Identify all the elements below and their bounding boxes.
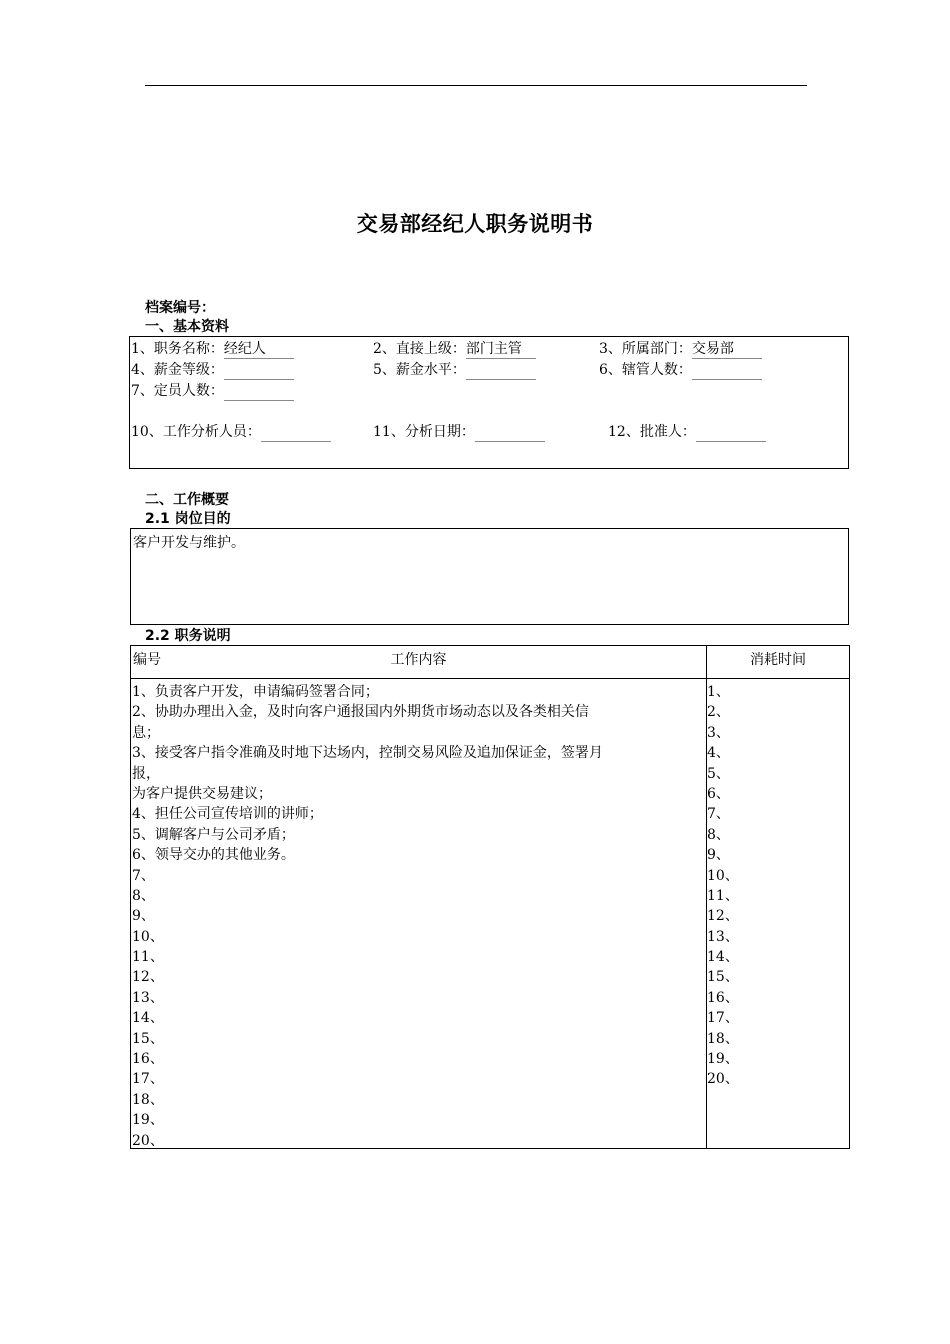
field-salary-level bbox=[373, 360, 536, 380]
content-line: 19、 bbox=[132, 1112, 164, 1129]
content-line: 17、 bbox=[132, 1071, 164, 1088]
document-title: 交易部经纪人职务说明书 bbox=[356, 212, 594, 236]
content-line: 为客户提供交易建议； bbox=[132, 785, 272, 802]
content-line: 16、 bbox=[132, 1051, 164, 1068]
duties-heading: 2.2 职务说明 bbox=[145, 628, 231, 644]
time-line: 11、 bbox=[707, 887, 739, 904]
header-time: 消耗时间 bbox=[750, 652, 806, 668]
content-line: 5、调解客户与公司矛盾； bbox=[132, 826, 295, 843]
content-line: 2、协助办理出入金，及时向客户通报国内外期货市场动态以及各类相关信 bbox=[132, 704, 589, 721]
time-line: 17、 bbox=[707, 1010, 739, 1027]
time-line: 18、 bbox=[707, 1030, 739, 1047]
field-value: 交易部 bbox=[692, 340, 762, 359]
field-label: 1、职务名称： bbox=[131, 341, 224, 357]
section1-heading: 一、基本资料 bbox=[145, 319, 229, 335]
time-line: 9、 bbox=[707, 847, 730, 864]
field-label: 3、所属部门： bbox=[599, 341, 692, 357]
time-line: 16、 bbox=[707, 989, 739, 1006]
content-line: 3、接受客户指令准确及时地下达场内，控制交易风险及追加保证金，签署月 bbox=[132, 745, 603, 762]
time-line: 19、 bbox=[707, 1051, 739, 1068]
field-value bbox=[224, 379, 294, 380]
content-line: 20、 bbox=[132, 1132, 164, 1149]
field-label: 5、薪金水平： bbox=[373, 362, 466, 378]
time-line: 3、 bbox=[707, 724, 730, 741]
field-value bbox=[224, 400, 294, 401]
content-line: 4、担任公司宣传培训的讲师； bbox=[132, 806, 323, 823]
time-line: 15、 bbox=[707, 969, 739, 986]
time-line: 7、 bbox=[707, 806, 730, 823]
time-line: 6、 bbox=[707, 785, 730, 802]
field-value: 部门主管 bbox=[466, 340, 536, 359]
purpose-heading: 2.1 岗位目的 bbox=[145, 511, 231, 527]
time-line: 2、 bbox=[707, 704, 730, 721]
content-line: 6、领导交办的其他业务。 bbox=[132, 847, 295, 864]
field-value bbox=[261, 441, 331, 442]
time-line: 13、 bbox=[707, 928, 739, 945]
time-line: 14、 bbox=[707, 949, 739, 966]
purpose-box bbox=[130, 528, 849, 625]
field-subordinates bbox=[599, 360, 762, 380]
field-label: 6、辖管人数： bbox=[599, 362, 692, 378]
duties-table bbox=[130, 645, 850, 1149]
time-line: 20、 bbox=[707, 1071, 739, 1088]
content-line: 14、 bbox=[132, 1010, 164, 1027]
field-department bbox=[599, 339, 762, 359]
section2-heading: 二、工作概要 bbox=[145, 492, 229, 508]
time-line: 8、 bbox=[707, 826, 730, 843]
time-line: 1、 bbox=[707, 684, 730, 700]
header-rule bbox=[145, 85, 807, 86]
field-label: 12、批准人： bbox=[608, 424, 696, 440]
content-line: 18、 bbox=[132, 1091, 164, 1108]
time-line: 5、 bbox=[707, 765, 730, 782]
content-line: 1、负责客户开发，申请编码签署合同； bbox=[132, 684, 379, 700]
field-value bbox=[696, 441, 766, 442]
content-line: 11、 bbox=[132, 949, 164, 966]
field-label: 10、工作分析人员： bbox=[131, 424, 261, 440]
field-direct-superior bbox=[373, 339, 536, 359]
content-line: 报， bbox=[132, 765, 160, 782]
content-line: 13、 bbox=[132, 989, 164, 1006]
field-analysis-date bbox=[373, 422, 545, 442]
field-value bbox=[475, 441, 545, 442]
field-approver bbox=[608, 422, 766, 442]
field-job-title bbox=[131, 339, 294, 359]
content-line: 8、 bbox=[132, 887, 155, 904]
field-value: 经纪人 bbox=[224, 340, 294, 359]
content-line: 7、 bbox=[132, 867, 155, 884]
content-line: 15、 bbox=[132, 1030, 164, 1047]
header-number: 编号 bbox=[133, 652, 161, 668]
field-label: 2、直接上级： bbox=[373, 341, 466, 357]
purpose-text: 客户开发与维护。 bbox=[133, 535, 245, 551]
time-line: 12、 bbox=[707, 908, 739, 925]
time-column bbox=[707, 682, 847, 1090]
field-label: 4、薪金等级： bbox=[131, 362, 224, 378]
field-value bbox=[692, 379, 762, 380]
content-column bbox=[132, 682, 706, 1151]
time-line: 10、 bbox=[707, 867, 739, 884]
field-salary-grade bbox=[131, 360, 294, 380]
field-label: 7、定员人数： bbox=[131, 383, 224, 399]
content-line: 10、 bbox=[132, 928, 164, 945]
content-line: 息； bbox=[132, 724, 160, 741]
file-number-label: 档案编号： bbox=[145, 300, 215, 316]
field-value bbox=[466, 379, 536, 380]
header-content: 工作内容 bbox=[390, 652, 447, 668]
field-analyst bbox=[131, 422, 331, 442]
content-line: 12、 bbox=[132, 969, 164, 986]
header-divider bbox=[131, 678, 849, 679]
basic-info-box bbox=[129, 336, 849, 469]
time-line: 4、 bbox=[707, 745, 730, 762]
field-headcount bbox=[131, 381, 294, 401]
field-label: 11、分析日期： bbox=[373, 424, 475, 440]
content-line: 9、 bbox=[132, 908, 155, 925]
